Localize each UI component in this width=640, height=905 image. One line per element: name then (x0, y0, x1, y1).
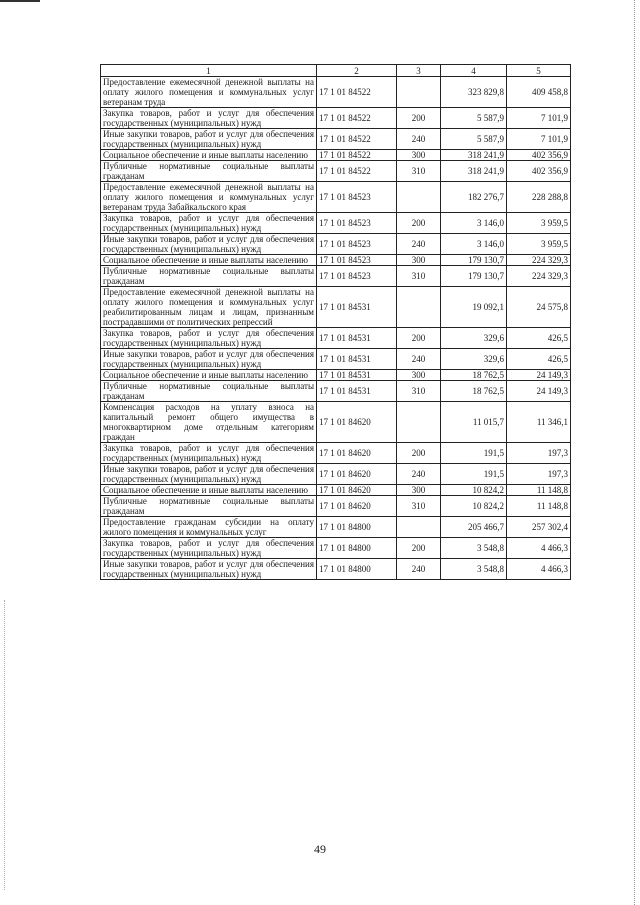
row-value-col4-cell: 318 241,9 (441, 161, 507, 182)
row-code-cell: 17 1 01 84523 (317, 213, 397, 234)
table-row (101, 443, 571, 464)
row-name-cell: Иные закупки товаров, работ и услуг для обеспечения государственных (муниципальных) нужд (101, 349, 317, 370)
table-row (101, 538, 571, 559)
table-row (101, 161, 571, 182)
row-name-cell: Публичные нормативные социальные выплаты гражданам (101, 496, 317, 517)
row-value-col5-cell: 402 356,9 (507, 150, 571, 161)
row-value-col4-cell: 179 130,7 (441, 255, 507, 266)
row-name-cell: Закупка товаров, работ и услуг для обеспечения государственных (муниципальных) нужд (101, 213, 317, 234)
table-row (101, 370, 571, 381)
row-code-cell: 17 1 01 84522 (317, 108, 397, 129)
row-name-cell: Иные закупки товаров, работ и услуг для обеспечения государственных (муниципальных) нужд (101, 464, 317, 485)
table-row (101, 464, 571, 485)
row-value-col5-cell: 24 575,8 (507, 287, 571, 328)
row-code-cell: 17 1 01 84531 (317, 287, 397, 328)
table-row (101, 129, 571, 150)
row-name-cell: Иные закупки товаров, работ и услуг для обеспечения государственных (муниципальных) нужд (101, 129, 317, 150)
row-code-cell: 17 1 01 84522 (317, 161, 397, 182)
table-row (101, 517, 571, 538)
row-vr-cell: 310 (397, 496, 441, 517)
column-header: 2 (317, 65, 397, 77)
row-value-col5-cell: 4 466,3 (507, 559, 571, 580)
row-value-col5-cell: 3 959,5 (507, 234, 571, 255)
table-row (101, 559, 571, 580)
table-header-row (101, 65, 571, 77)
row-value-col5-cell: 24 149,3 (507, 370, 571, 381)
row-value-col5-cell: 409 458,8 (507, 77, 571, 108)
row-code-cell: 17 1 01 84800 (317, 517, 397, 538)
row-vr-cell (397, 287, 441, 328)
row-name-cell: Предоставление ежемесячной денежной выплаты на оплату жилого помещения и коммунальных услуг ветеранам труда (101, 77, 317, 108)
row-code-cell: 17 1 01 84800 (317, 559, 397, 580)
row-value-col4-cell: 5 587,9 (441, 129, 507, 150)
row-value-col4-cell: 18 762,5 (441, 370, 507, 381)
row-vr-cell: 300 (397, 150, 441, 161)
row-value-col4-cell: 3 548,8 (441, 559, 507, 580)
row-value-col5-cell: 402 356,9 (507, 161, 571, 182)
row-vr-cell: 200 (397, 328, 441, 349)
row-vr-cell: 310 (397, 161, 441, 182)
row-vr-cell: 300 (397, 370, 441, 381)
row-code-cell: 17 1 01 84800 (317, 538, 397, 559)
row-vr-cell: 300 (397, 485, 441, 496)
row-value-col4-cell: 10 824,2 (441, 485, 507, 496)
row-vr-cell: 240 (397, 559, 441, 580)
row-vr-cell: 200 (397, 108, 441, 129)
row-value-col5-cell: 24 149,3 (507, 381, 571, 402)
row-value-col4-cell: 3 146,0 (441, 234, 507, 255)
row-vr-cell (397, 402, 441, 443)
page-edge-right (634, 0, 636, 905)
row-name-cell: Закупка товаров, работ и услуг для обеспечения государственных (муниципальных) нужд (101, 443, 317, 464)
row-name-cell: Иные закупки товаров, работ и услуг для обеспечения государственных (муниципальных) нужд (101, 234, 317, 255)
row-vr-cell: 200 (397, 443, 441, 464)
budget-table (100, 64, 571, 580)
row-value-col4-cell: 329,6 (441, 328, 507, 349)
table-body (101, 77, 571, 580)
row-vr-cell: 300 (397, 255, 441, 266)
row-name-cell: Предоставление гражданам субсидии на оплату жилого помещения и коммунальных услуг (101, 517, 317, 538)
row-name-cell: Социальное обеспечение и иные выплаты населению (101, 485, 317, 496)
row-code-cell: 17 1 01 84531 (317, 370, 397, 381)
row-name-cell: Социальное обеспечение и иные выплаты населению (101, 370, 317, 381)
row-name-cell: Социальное обеспечение и иные выплаты населению (101, 255, 317, 266)
row-value-col4-cell: 329,6 (441, 349, 507, 370)
row-code-cell: 17 1 01 84620 (317, 402, 397, 443)
row-vr-cell: 240 (397, 234, 441, 255)
row-value-col5-cell: 197,3 (507, 443, 571, 464)
table-row (101, 485, 571, 496)
table-row (101, 496, 571, 517)
row-value-col5-cell: 7 101,9 (507, 129, 571, 150)
table-row (101, 182, 571, 213)
row-code-cell: 17 1 01 84620 (317, 485, 397, 496)
row-value-col5-cell: 4 466,3 (507, 538, 571, 559)
page-number: 49 (314, 842, 326, 856)
table-row (101, 328, 571, 349)
row-code-cell: 17 1 01 84620 (317, 464, 397, 485)
table-row (101, 234, 571, 255)
column-header: 4 (441, 65, 507, 77)
table-row (101, 150, 571, 161)
table-row (101, 213, 571, 234)
row-vr-cell: 200 (397, 538, 441, 559)
row-vr-cell: 240 (397, 349, 441, 370)
row-code-cell: 17 1 01 84620 (317, 443, 397, 464)
row-name-cell: Публичные нормативные социальные выплаты гражданам (101, 161, 317, 182)
row-code-cell: 17 1 01 84522 (317, 129, 397, 150)
column-header: 3 (397, 65, 441, 77)
row-name-cell: Закупка товаров, работ и услуг для обеспечения государственных (муниципальных) нужд (101, 328, 317, 349)
row-value-col4-cell: 205 466,7 (441, 517, 507, 538)
row-vr-cell (397, 77, 441, 108)
row-name-cell: Закупка товаров, работ и услуг для обеспечения государственных (муниципальных) нужд (101, 538, 317, 559)
row-vr-cell: 240 (397, 464, 441, 485)
row-value-col4-cell: 318 241,9 (441, 150, 507, 161)
row-value-col5-cell: 426,5 (507, 328, 571, 349)
row-value-col5-cell: 11 148,8 (507, 485, 571, 496)
table-row (101, 266, 571, 287)
row-name-cell: Иные закупки товаров, работ и услуг для обеспечения государственных (муниципальных) нужд (101, 559, 317, 580)
table-row (101, 77, 571, 108)
column-header: 5 (507, 65, 571, 77)
row-value-col5-cell: 3 959,5 (507, 213, 571, 234)
row-code-cell: 17 1 01 84531 (317, 328, 397, 349)
row-value-col5-cell: 224 329,3 (507, 255, 571, 266)
row-value-col5-cell: 426,5 (507, 349, 571, 370)
table-row (101, 402, 571, 443)
row-value-col5-cell: 7 101,9 (507, 108, 571, 129)
row-name-cell: Предоставление ежемесячной денежной выплаты на оплату жилого помещения и коммунальных услуг ветеранам труда Забайкальского края (101, 182, 317, 213)
row-code-cell: 17 1 01 84523 (317, 266, 397, 287)
table-row (101, 287, 571, 328)
row-value-col4-cell: 18 762,5 (441, 381, 507, 402)
row-value-col5-cell: 224 329,3 (507, 266, 571, 287)
table-row (101, 255, 571, 266)
row-code-cell: 17 1 01 84531 (317, 349, 397, 370)
row-code-cell: 17 1 01 84523 (317, 255, 397, 266)
row-name-cell: Публичные нормативные социальные выплаты гражданам (101, 381, 317, 402)
row-value-col4-cell: 182 276,7 (441, 182, 507, 213)
row-value-col4-cell: 191,5 (441, 464, 507, 485)
row-value-col4-cell: 10 824,2 (441, 496, 507, 517)
row-value-col4-cell: 323 829,8 (441, 77, 507, 108)
row-name-cell: Публичные нормативные социальные выплаты гражданам (101, 266, 317, 287)
row-vr-cell: 240 (397, 129, 441, 150)
row-value-col5-cell: 228 288,8 (507, 182, 571, 213)
row-code-cell: 17 1 01 84620 (317, 496, 397, 517)
row-code-cell: 17 1 01 84522 (317, 77, 397, 108)
row-vr-cell (397, 182, 441, 213)
row-value-col5-cell: 197,3 (507, 464, 571, 485)
row-value-col4-cell: 3 548,8 (441, 538, 507, 559)
row-value-col4-cell: 191,5 (441, 443, 507, 464)
row-code-cell: 17 1 01 84522 (317, 150, 397, 161)
row-value-col4-cell: 179 130,7 (441, 266, 507, 287)
row-vr-cell: 310 (397, 266, 441, 287)
row-value-col4-cell: 5 587,9 (441, 108, 507, 129)
row-vr-cell: 310 (397, 381, 441, 402)
column-header: 1 (101, 65, 317, 77)
row-name-cell: Компенсация расходов на уплату взноса на капитальный ремонт общего имущества в многоквартирном доме отдельным категориям граждан (101, 402, 317, 443)
row-code-cell: 17 1 01 84523 (317, 182, 397, 213)
row-value-col4-cell: 19 092,1 (441, 287, 507, 328)
top-rule (0, 0, 40, 2)
table-row (101, 349, 571, 370)
row-name-cell: Закупка товаров, работ и услуг для обеспечения государственных (муниципальных) нужд (101, 108, 317, 129)
row-vr-cell: 200 (397, 213, 441, 234)
table-row (101, 108, 571, 129)
row-code-cell: 17 1 01 84523 (317, 234, 397, 255)
row-value-col5-cell: 257 302,4 (507, 517, 571, 538)
row-value-col5-cell: 11 148,8 (507, 496, 571, 517)
row-name-cell: Социальное обеспечение и иные выплаты населению (101, 150, 317, 161)
row-code-cell: 17 1 01 84531 (317, 381, 397, 402)
row-vr-cell (397, 517, 441, 538)
row-value-col4-cell: 3 146,0 (441, 213, 507, 234)
row-value-col4-cell: 11 015,7 (441, 402, 507, 443)
table-row (101, 381, 571, 402)
row-name-cell: Предоставление ежемесячной денежной выплаты на оплату жилого помещения и коммунальных услуг реабилитированным лицам и лицам, признанным пострадавшими от политических репрессий (101, 287, 317, 328)
row-value-col5-cell: 11 346,1 (507, 402, 571, 443)
